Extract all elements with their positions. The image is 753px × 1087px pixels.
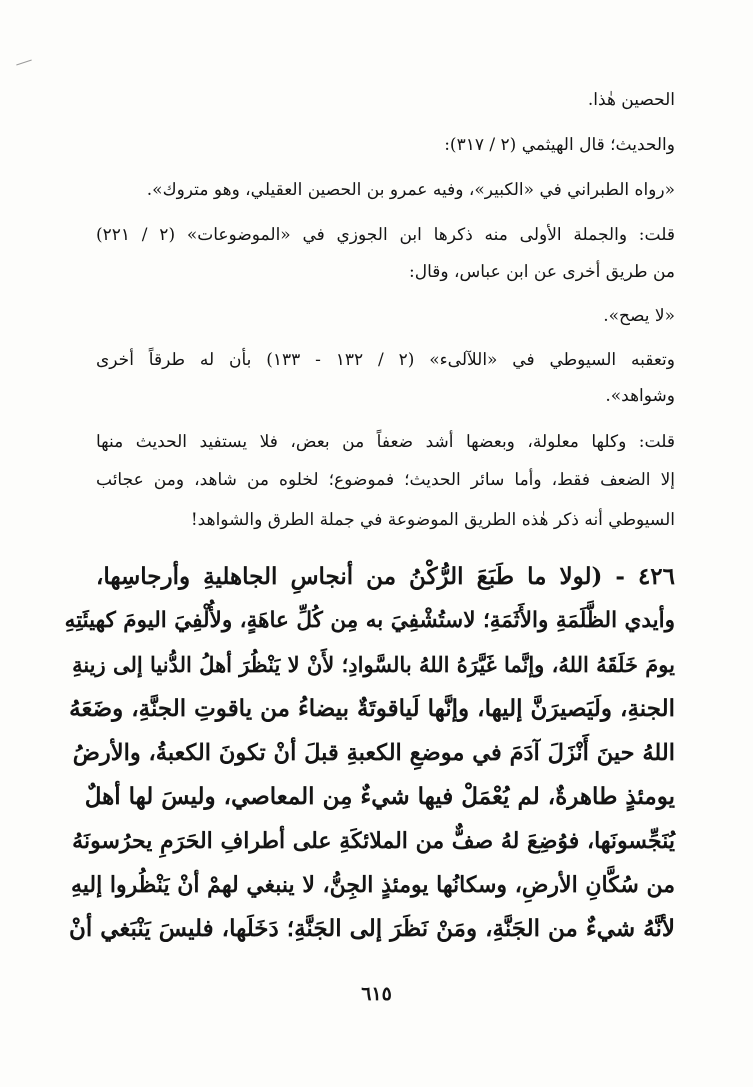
- commentary-line: وشواهد».: [605, 386, 675, 406]
- page-number: ٦١٥: [361, 983, 392, 1005]
- hadith-line: يُنَجِّسونَها، فوُضِعَ لهُ صفٌّ من الملائكَةِ على أطرافِ الحَرَمِ يحرُسونَهُ: [72, 828, 675, 854]
- hadith-line: لأنَّهُ شيءٌ من الجَنَّةِ، ومَنْ نَظَرَ إلى الجَنَّةِ؛ دَخَلَها، فليسَ يَنْبَغي أنْ: [68, 915, 675, 942]
- commentary-quote-line: «لا يصح».: [603, 306, 675, 326]
- commentary-line: قلت: وكلها معلولة، وبعضها أشد ضعفاً من بعض، فلا يستفيد الحديث منها: [96, 432, 675, 452]
- hadith-line: الجنةِ، ولَيَصيرَنَّ إليها، وإنَّها لَياقوتَةٌ بيضاءُ من ياقوتِ الجنَّةِ، وضَعَهُ: [69, 695, 675, 722]
- hadith-line: من سُكَّانِ الأرضِ، وسكانُها يومئذٍ الجِنُّ، لا ينبغي لهمْ أنْ يَنْظُروا إليهِ: [71, 872, 675, 898]
- margin-scan-mark: [16, 60, 32, 66]
- commentary-line: السيوطي أنه ذكر هٰذه الطريق الموضوعة في جملة الطرق والشواهد!: [190, 510, 675, 530]
- hadith-line: يومَ خَلَقَهُ اللهُ، وإنَّما غَيَّرَهُ اللهُ بالسَّوادِ؛ لأَنْ لا يَنْظُرَ أهلُ الدُّنيا إلى زينةِ: [72, 652, 675, 677]
- commentary-line: من طريق أخرى عن ابن عباس، وقال:: [409, 262, 675, 282]
- commentary-line: والحديث؛ قال الهيثمي (٢ / ٣١٧):: [444, 135, 675, 155]
- commentary-line: وتعقبه السيوطي في «اللآلىء» (٢ / ١٣٢ - ١٣٣) بأن له طرقاً أخرى: [96, 350, 675, 370]
- commentary-quote-line: «رواه الطبراني في «الكبير»، وفيه عمرو بن الحصين العقيلي، وهو متروك».: [146, 180, 675, 200]
- hadith-line: ٤٢٦ - (لولا ما طَبَعَ الرُّكْنُ من أنجاسِ الجاهليةِ وأرجاسِها،: [96, 563, 675, 590]
- hadith-line: يومئذٍ طاهرةٌ، لم يُعْمَلْ فيها شيءٌ مِن المعاصي، وليسَ لها أهلٌ: [84, 783, 675, 810]
- hadith-line: وأيدي الظَّلَمَةِ والأَثَمَةِ؛ لاستُشْفِيَ به مِن كُلِّ عاهَةٍ، ولأُلْفِيَ اليومَ كهيئَتِهِ: [64, 608, 675, 633]
- commentary-line: إلا الضعف فقط، وأما سائر الحديث؛ فموضوع؛ لخلوه من شاهد، ومن عجائب: [96, 470, 675, 490]
- commentary-line: قلت: والجملة الأولى منه ذكرها ابن الجوزي في «الموضوعات» (٢ / ٢٢١): [96, 225, 675, 245]
- hadith-line: اللهُ حينَ أَنْزَلَ آدَمَ في موضعِ الكعبةِ قبلَ أنْ تكونَ الكعبةُ، والأرضُ: [72, 740, 675, 766]
- commentary-line: الحصين هٰذا.: [587, 90, 675, 110]
